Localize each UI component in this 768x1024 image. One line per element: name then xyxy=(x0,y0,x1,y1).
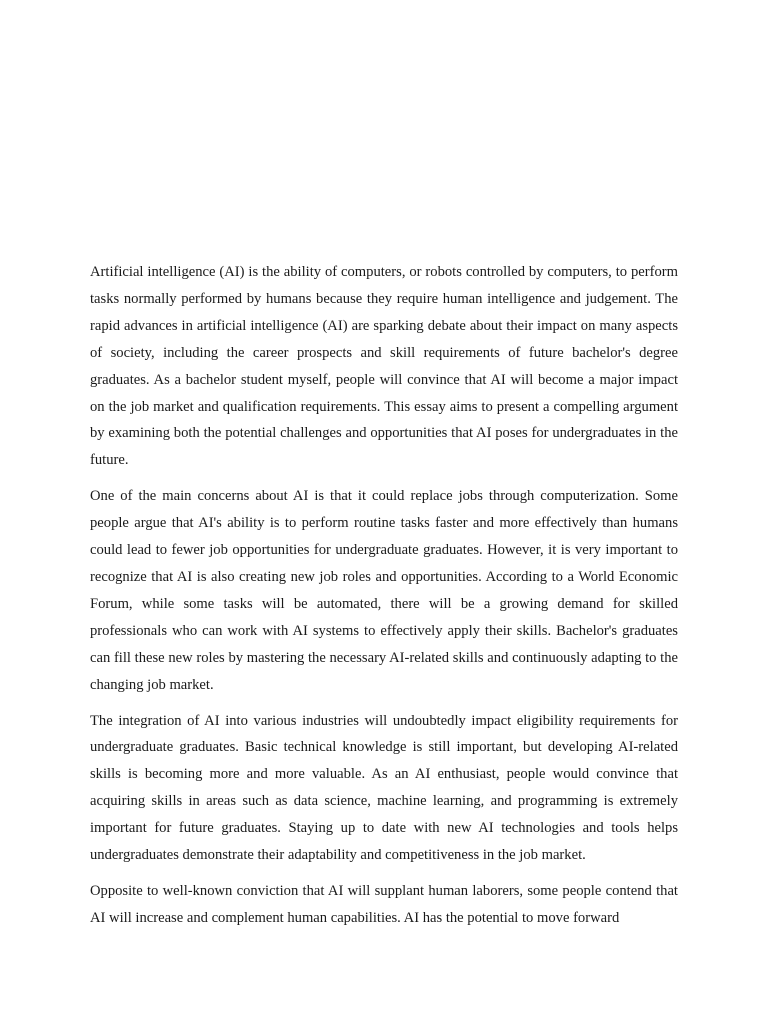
paragraph-4: Opposite to well-known conviction that AI will supplant human laborers, some people contend that AI will increase and complement human capabilities. AI has the potential to move forward xyxy=(90,882,678,926)
paragraph-3: The integration of AI into various industries will undoubtedly impact eligibility requirements for undergraduate graduates. Basic technical knowledge is still important, but developing AI-related skills is becoming more and more valuable. As an AI enthusiast, people would convince that acquiring skills in areas such as data science, machine learning, and programming is extremely important for future graduates. Staying up to date with new AI technologies and tools helps undergraduates demonstrate their adaptability and competitiveness in the job market. xyxy=(90,712,678,864)
paragraph-1: Artificial intelligence (AI) is the ability of computers, or robots controlled by computers, to perform tasks normally performed by humans because they require human intelligence and judgement. The rapid advances in artificial intelligence (AI) are sparking debate about their impact on many aspects of society, including the career prospects and skill requirements of future bachelor's degree graduates. As a bachelor student myself, people will convince that AI will become a major impact on the job market and qualification requirements. This essay aims to present a compelling argument by examining both the potential challenges and opportunities that AI poses for undergraduates in the future. xyxy=(90,264,678,469)
document-body xyxy=(90,259,678,941)
paragraph-2: One of the main concerns about AI is that it could replace jobs through computerization. Some people argue that AI's ability is to perform routine tasks faster and more effectively than humans could lead to fewer job opportunities for undergraduate graduates. However, it is very important to recognize that AI is also creating new job roles and opportunities. According to a World Economic Forum, while some tasks will be automated, there will be a growing demand for skilled professionals who can work with AI systems to effectively apply their skills. Bachelor's graduates can fill these new roles by mastering the necessary AI-related skills and continuously adapting to the changing job market. xyxy=(90,488,678,693)
